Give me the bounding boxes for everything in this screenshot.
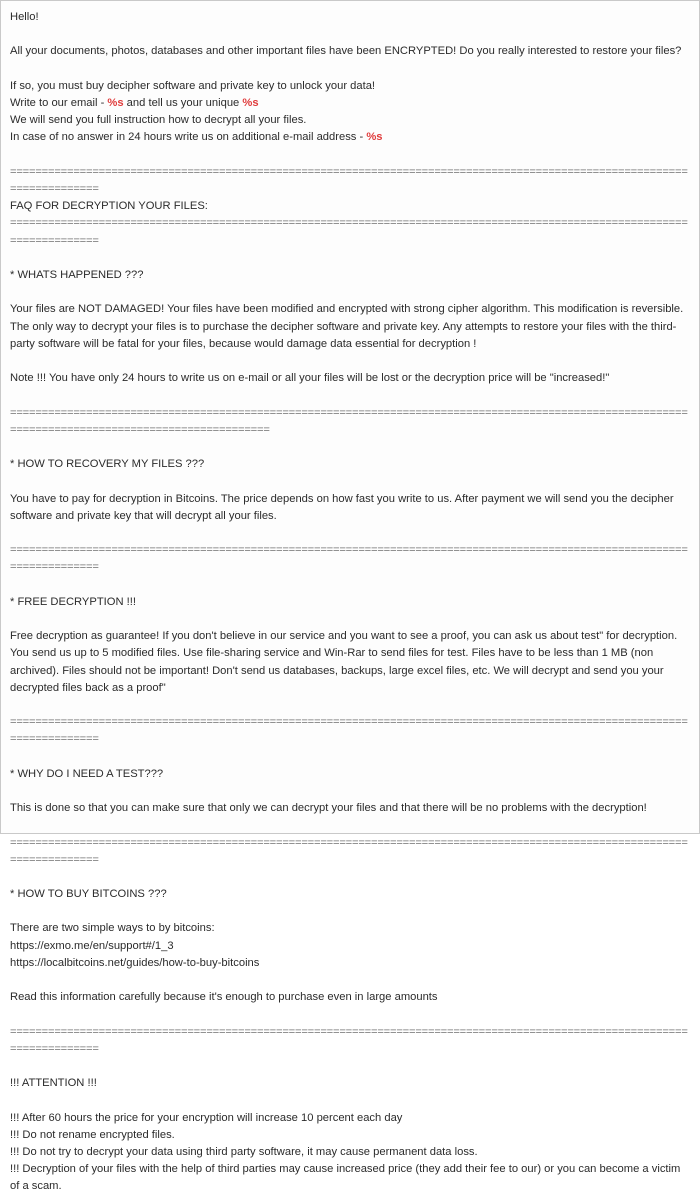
spacer <box>10 869 690 886</box>
link-localbitcoins[interactable]: https://localbitcoins.net/guides/how-to-buy-bitcoins <box>10 956 260 969</box>
spacer <box>10 972 690 989</box>
write-email-line <box>10 95 690 112</box>
additional-email-placeholder-token: %s <box>366 131 383 144</box>
separator-rule: ========================================================================================================================= <box>10 836 688 866</box>
note-24-hours: Note !!! You have only 24 hours to write us on e-mail or all your files will be lost or the decryption price will be "increased!" <box>10 372 610 385</box>
instruction-line: We will send you full instruction how to decrypt all your files. <box>10 114 307 127</box>
answer-free-decryption: Free decryption as guarantee! If you don't believe in our service and you want to see a proof, you can ask us about test" for decryption. You send us up to 5 modified files. Use file-sharing service and Win-Rar to send files for test. Files have to be less than 1 MB (non archived). Files should not be important! Don't send us databases, backups, large excel files, etc. We will decrypt and send you your decrypted files back as a proof" <box>10 630 678 694</box>
question-why-test: * WHY DO I NEED A TEST??? <box>10 767 164 780</box>
attention-title: !!! ATTENTION !!! <box>10 1077 97 1090</box>
intro-line: All your documents, photos, databases and other important files have been ENCRYPTED! Do you really interested to restore your files? <box>10 45 682 58</box>
spacer <box>10 61 690 78</box>
spacer <box>10 525 690 542</box>
spacer <box>10 473 690 490</box>
warning-price-increase: !!! After 60 hours the price for your encryption will increase 10 percent each day <box>10 1111 403 1124</box>
write-email-prefix: Write to our email - <box>10 96 108 109</box>
separator-rule: ========================================================================================================================= <box>10 165 688 195</box>
separator-rule: ========================================================================================================================= <box>10 1025 688 1055</box>
spacer <box>10 903 690 920</box>
no-answer-line <box>10 129 690 146</box>
answer-whats-happened: Your files are NOT DAMAGED! Your files have been modified and encrypted with strong cipher algorithm. This modification is reversible. The only way to decrypt your files is to purchase the decipher software and private key. Any attempts to restore your files with the third-party software will be fatal for your files, because would damage data essential for decryption ! <box>10 303 684 350</box>
question-free-decryption: * FREE DECRYPTION !!! <box>10 595 136 608</box>
spacer <box>10 783 690 800</box>
ransom-note-text <box>10 9 690 1196</box>
spacer <box>10 611 690 628</box>
question-whats-happened: * WHATS HAPPENED ??? <box>10 268 144 281</box>
unique-id-placeholder-token: %s <box>242 96 259 109</box>
question-how-recovery: * HOW TO RECOVERY MY FILES ??? <box>10 458 205 471</box>
spacer <box>10 387 690 404</box>
separator-rule: ========================================================================================================================= <box>10 544 688 574</box>
warning-no-rename: !!! Do not rename encrypted files. <box>10 1128 175 1141</box>
greeting-line: Hello! <box>10 11 39 23</box>
no-answer-prefix: In case of no answer in 24 hours write us on additional e-mail address - <box>10 131 367 144</box>
write-email-middle: and tell us your unique <box>123 96 243 109</box>
warning-third-party-scam: !!! Decryption of your files with the help of third parties may cause increased price (they add their fee to our) or you can become a victim of a scam. <box>10 1163 681 1193</box>
spacer <box>10 577 690 594</box>
spacer <box>10 1006 690 1023</box>
read-carefully-line: Read this information carefully because it's enough to purchase even in large amounts <box>10 991 438 1004</box>
spacer <box>10 26 690 43</box>
separator-rule: ========================================================================================================================= <box>10 716 688 746</box>
spacer <box>10 284 690 301</box>
question-how-buy-bitcoins: * HOW TO BUY BITCOINS ??? <box>10 888 167 901</box>
spacer <box>10 439 690 456</box>
spacer <box>10 817 690 834</box>
spacer <box>10 697 690 714</box>
email-placeholder-token: %s <box>107 96 124 109</box>
answer-why-test: This is done so that you can make sure that only we can decrypt your files and that there will be no problems with the decryption! <box>10 802 647 815</box>
faq-title: FAQ FOR DECRYPTION YOUR FILES: <box>10 200 208 213</box>
answer-how-recovery: You have to pay for decryption in Bitcoins. The price depends on how fast you write to us. After payment we will send you the decipher software and private key that will decrypt all your files. <box>10 492 674 522</box>
spacer <box>10 353 690 370</box>
spacer <box>10 250 690 267</box>
separator-rule-long: ==================================================================================================================================================== <box>10 406 688 436</box>
spacer <box>10 1092 690 1109</box>
warning-no-third-party-decrypt: !!! Do not try to decrypt your data using third party software, it may cause permanent data loss. <box>10 1146 478 1159</box>
spacer <box>10 147 690 164</box>
spacer <box>10 749 690 766</box>
link-exmo[interactable]: https://exmo.me/en/support#/1_3 <box>10 939 174 952</box>
buy-software-line: If so, you must buy decipher software and private key to unlock your data! <box>10 79 376 92</box>
separator-rule: ========================================================================================================================= <box>10 217 688 247</box>
spacer <box>10 1058 690 1075</box>
two-ways-line: There are two simple ways to by bitcoins: <box>10 922 215 935</box>
